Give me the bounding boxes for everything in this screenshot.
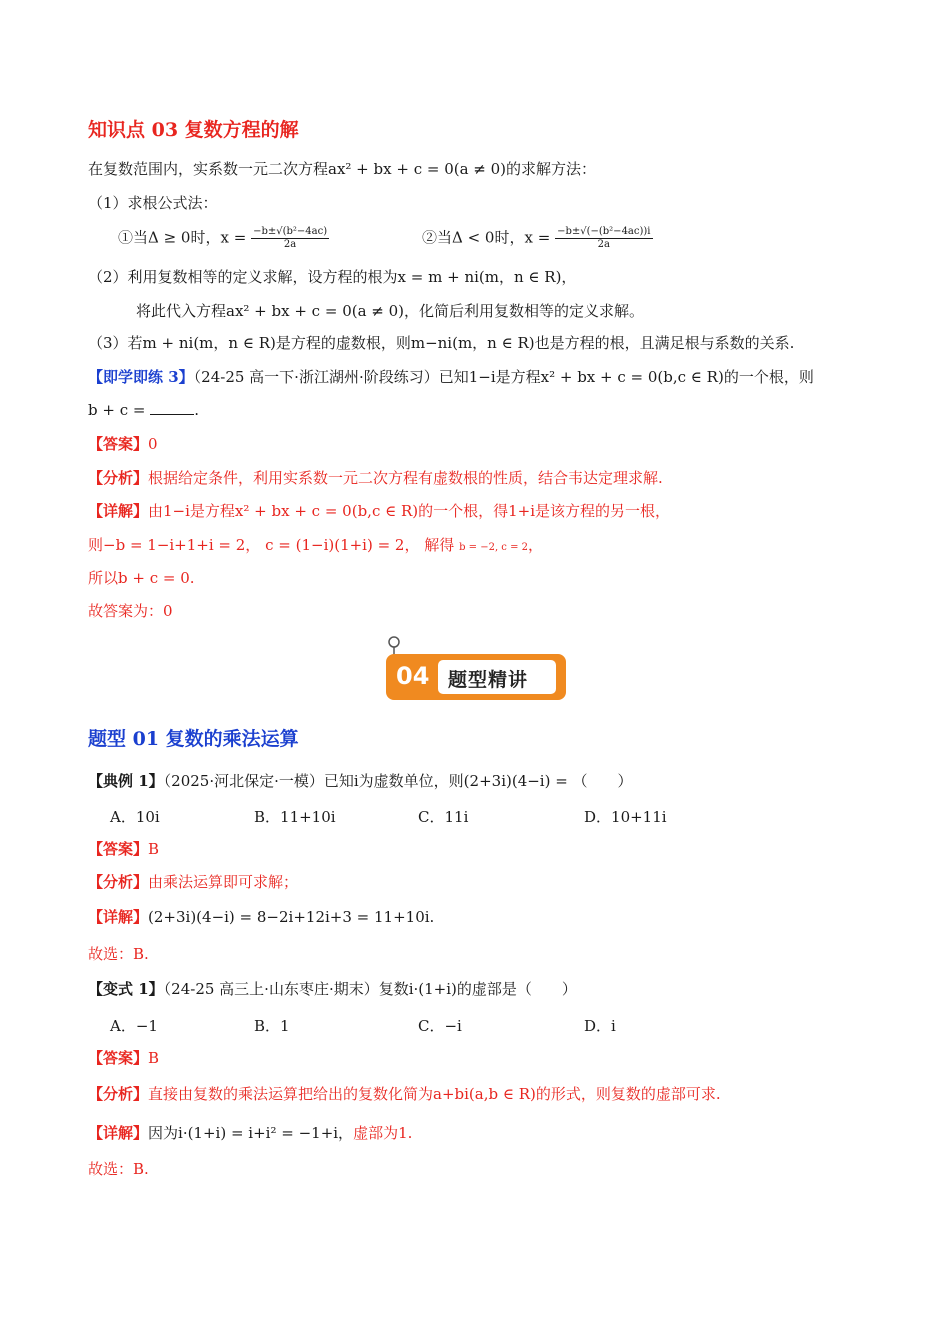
answer-blank: [150, 414, 194, 415]
blank-prefix: b + c =: [88, 401, 146, 419]
example1-option-c[interactable]: C．11i: [418, 808, 469, 826]
case2-numerator: −b±√(−(b²−4ac))i: [557, 226, 651, 237]
detail2-d: b = −2, c = 2: [459, 542, 528, 553]
case2-prefix: ②当Δ < 0时，x =: [422, 228, 551, 247]
ex1-detail-text: (2+3i)(4−i) = 8−2i+12i+3 = 11+10i.: [148, 908, 435, 926]
var1-analysis-tag: 【分析】: [88, 1085, 149, 1103]
detail2-c: 解得: [424, 536, 455, 554]
ex1-analysis-tag: 【分析】: [88, 873, 149, 891]
example1-option-b[interactable]: B．11+10i: [254, 808, 336, 826]
example1-options: [0, 806, 950, 826]
type01-title: 题型 01 复数的乘法运算: [88, 728, 299, 750]
example1-option-d[interactable]: D．10+11i: [584, 808, 667, 826]
example1-detail: [88, 906, 434, 927]
detail2-b: c = (1−i)(1+i) = 2，: [265, 536, 420, 554]
analysis-text: 根据给定条件，利用实系数一元二次方程有虚数根的性质，结合韦达定理求解.: [148, 469, 663, 487]
section-banner: [386, 654, 566, 700]
example1-conclusion: 故选：B.: [88, 945, 149, 963]
method1-case2: [422, 226, 653, 251]
variant1-question: [88, 978, 577, 999]
detail2-e: ，: [528, 536, 544, 554]
ex1-detail-tag: 【详解】: [88, 908, 149, 926]
method1-case1: [118, 226, 329, 251]
case1-denominator: 2a: [283, 239, 297, 250]
practice3-source: （24-25 高一下·浙江湖州·阶段练习）已知1−i是方程x² + bx + c = 0(b,c ∈ R)的一个根，则: [193, 368, 814, 386]
variant1-analysis: [88, 1083, 721, 1104]
method3: （3）若m + ni(m，n ∈ R)是方程的虚数根，则m−ni(m，n ∈ R)也是方程的根，且满足根与系数的关系.: [88, 334, 795, 352]
practice3-detail3: 所以b + c = 0.: [88, 569, 195, 587]
detail-tag: 【详解】: [88, 502, 149, 520]
method2-line2: 将此代入方程ax² + bx + c = 0(a ≠ 0)，化简后利用复数相等的定义求解。: [136, 302, 645, 320]
ex1-answer-value: B: [148, 840, 160, 858]
detail2-a: 则−b = 1−i+1+i = 2，: [88, 536, 261, 554]
example1-question: [88, 770, 633, 791]
variant1-option-c[interactable]: C．−i: [418, 1017, 462, 1035]
ex1-analysis-text: 由乘法运算即可求解；: [148, 873, 299, 891]
var1-detail-a: 因为i·(1+i) = i+i² = −1+i，: [148, 1124, 354, 1142]
var1-detail-tag: 【详解】: [88, 1124, 149, 1142]
var1-answer-tag: 【答案】: [88, 1049, 149, 1067]
analysis-tag: 【分析】: [88, 469, 149, 487]
var1-detail-b: 虚部为1.: [353, 1124, 413, 1142]
variant1-options: [0, 1015, 950, 1035]
method2-line1: （2）利用复数相等的定义求解，设方程的根为x = m + ni(m，n ∈ R)，: [88, 268, 577, 286]
example1-option-a[interactable]: A．10i: [110, 808, 160, 826]
answer-tag: 【答案】: [88, 435, 149, 453]
practice3-question: [88, 366, 814, 387]
case2-denominator: 2a: [597, 239, 610, 250]
var1-answer-value: B: [148, 1049, 160, 1067]
practice3-tag: 【即学即练 3】: [88, 368, 194, 386]
example1-answer: [88, 838, 159, 859]
practice3-conclusion: 故答案为：0: [88, 602, 173, 620]
practice3-analysis: [88, 467, 663, 488]
case2-fraction: [555, 226, 652, 251]
practice3-blank-line: [88, 401, 199, 419]
variant1-option-d[interactable]: D．i: [584, 1017, 616, 1035]
case1-prefix: ①当Δ ≥ 0时，x =: [118, 228, 247, 247]
variant1-option-a[interactable]: A．−1: [110, 1017, 158, 1035]
blank-suffix: .: [194, 401, 200, 419]
var1-analysis-text: 直接由复数的乘法运算把给出的复数化简为a+bi(a,b ∈ R)的形式，则复数的虚部可求.: [148, 1085, 721, 1103]
variant1-text: （24-25 高三上·山东枣庄·期末）复数i·(1+i)的虚部是（ ）: [163, 980, 577, 998]
case1-fraction: [251, 226, 329, 251]
banner-number: 04: [396, 662, 430, 690]
banner-label: 题型精讲: [448, 669, 529, 691]
variant1-option-b[interactable]: B．1: [254, 1017, 290, 1035]
case1-numerator: −b±√(b²−4ac): [253, 226, 328, 237]
practice3-answer: [88, 433, 158, 454]
variant1-tag: 【变式 1】: [88, 980, 164, 998]
variant1-detail: [88, 1122, 412, 1143]
knowledge-intro: 在复数范围内，实系数一元二次方程ax² + bx + c = 0(a ≠ 0)的求解方法：: [88, 160, 597, 178]
knowledge-point-title: 知识点 03 复数方程的解: [88, 119, 299, 141]
detail1-text: 由1−i是方程x² + bx + c = 0(b,c ∈ R)的一个根，得1+i是该方程的另一根，: [148, 502, 671, 520]
practice3-detail2: [88, 534, 543, 555]
ex1-answer-tag: 【答案】: [88, 840, 149, 858]
example1-tag: 【典例 1】: [88, 772, 164, 790]
example1-analysis: [88, 871, 298, 892]
method1-title: （1）求根公式法：: [88, 194, 218, 212]
example1-text: （2025·河北保定·一模）已知i为虚数单位，则(2+3i)(4−i) = （ ）: [163, 772, 633, 790]
variant1-conclusion: 故选：B.: [88, 1160, 149, 1178]
variant1-answer: [88, 1047, 159, 1068]
practice3-detail1: [88, 500, 670, 521]
answer-value: 0: [148, 435, 158, 453]
